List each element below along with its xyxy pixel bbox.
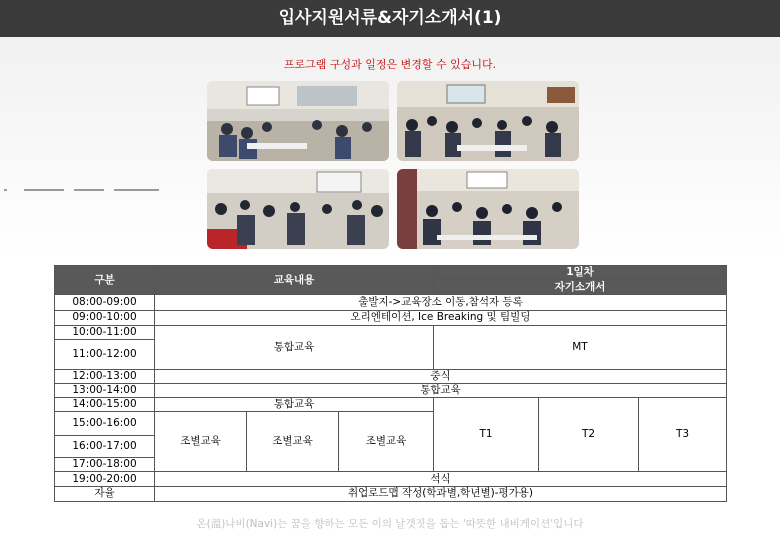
group-cell: 조별교육	[155, 412, 247, 472]
content-cell: 중식	[155, 369, 727, 383]
footer-slogan: 온(溫)나비(Navi)는 꿈을 향하는 모든 이의 날갯짓을 돕는 '따뜻한 내비게이션'입니다	[196, 518, 584, 530]
time-cell: 10:00-11:00	[55, 325, 155, 339]
classroom-photo-1	[207, 81, 389, 161]
team-cell: T3	[639, 398, 727, 472]
time-cell: 09:00-10:00	[55, 310, 155, 325]
time-cell: 17:00-18:00	[55, 458, 155, 472]
content-cell: 통합교육	[155, 383, 727, 397]
classroom-photo-4	[397, 169, 579, 249]
content-cell: MT	[434, 325, 727, 369]
content-cell: 석식	[155, 472, 727, 486]
header-gubun: 구분	[55, 266, 155, 295]
decorative-dots	[4, 178, 184, 184]
classroom-photo-2	[397, 81, 579, 161]
group-cell: 조별교육	[339, 412, 434, 472]
classroom-photo-3	[207, 169, 389, 249]
header-day-topic: 자기소개서	[434, 280, 727, 295]
content-cell: 통합교육	[155, 398, 434, 412]
time-cell: 14:00-15:00	[55, 398, 155, 412]
photo-collage	[203, 77, 591, 253]
content-cell: 오리엔테이션, Ice Breaking 및 팀빌딩	[155, 310, 727, 325]
content-cell: 출발지->교육장소 이동,참석자 등록	[155, 295, 727, 310]
time-cell: 15:00-16:00	[55, 412, 155, 435]
group-cell: 조별교육	[247, 412, 339, 472]
time-cell: 자율	[55, 486, 155, 501]
page-title: 입사지원서류&자기소개서(1)	[0, 0, 780, 37]
team-cell: T1	[434, 398, 539, 472]
schedule-change-notice: 프로그램 구성과 일정은 변경할 수 있습니다.	[283, 58, 497, 71]
time-cell: 12:00-13:00	[55, 369, 155, 383]
content-cell: 취업로드맵 작성(학과별,학년별)-평가용)	[155, 486, 727, 501]
time-cell: 19:00-20:00	[55, 472, 155, 486]
header-content: 교육내용	[155, 266, 434, 295]
schedule-table	[54, 265, 727, 502]
team-cell: T2	[539, 398, 639, 472]
time-cell: 16:00-17:00	[55, 435, 155, 457]
time-cell: 08:00-09:00	[55, 295, 155, 310]
content-cell: 통합교육	[155, 325, 434, 369]
time-cell: 11:00-12:00	[55, 340, 155, 370]
time-cell: 13:00-14:00	[55, 383, 155, 397]
header-day: 1일차	[434, 266, 727, 280]
